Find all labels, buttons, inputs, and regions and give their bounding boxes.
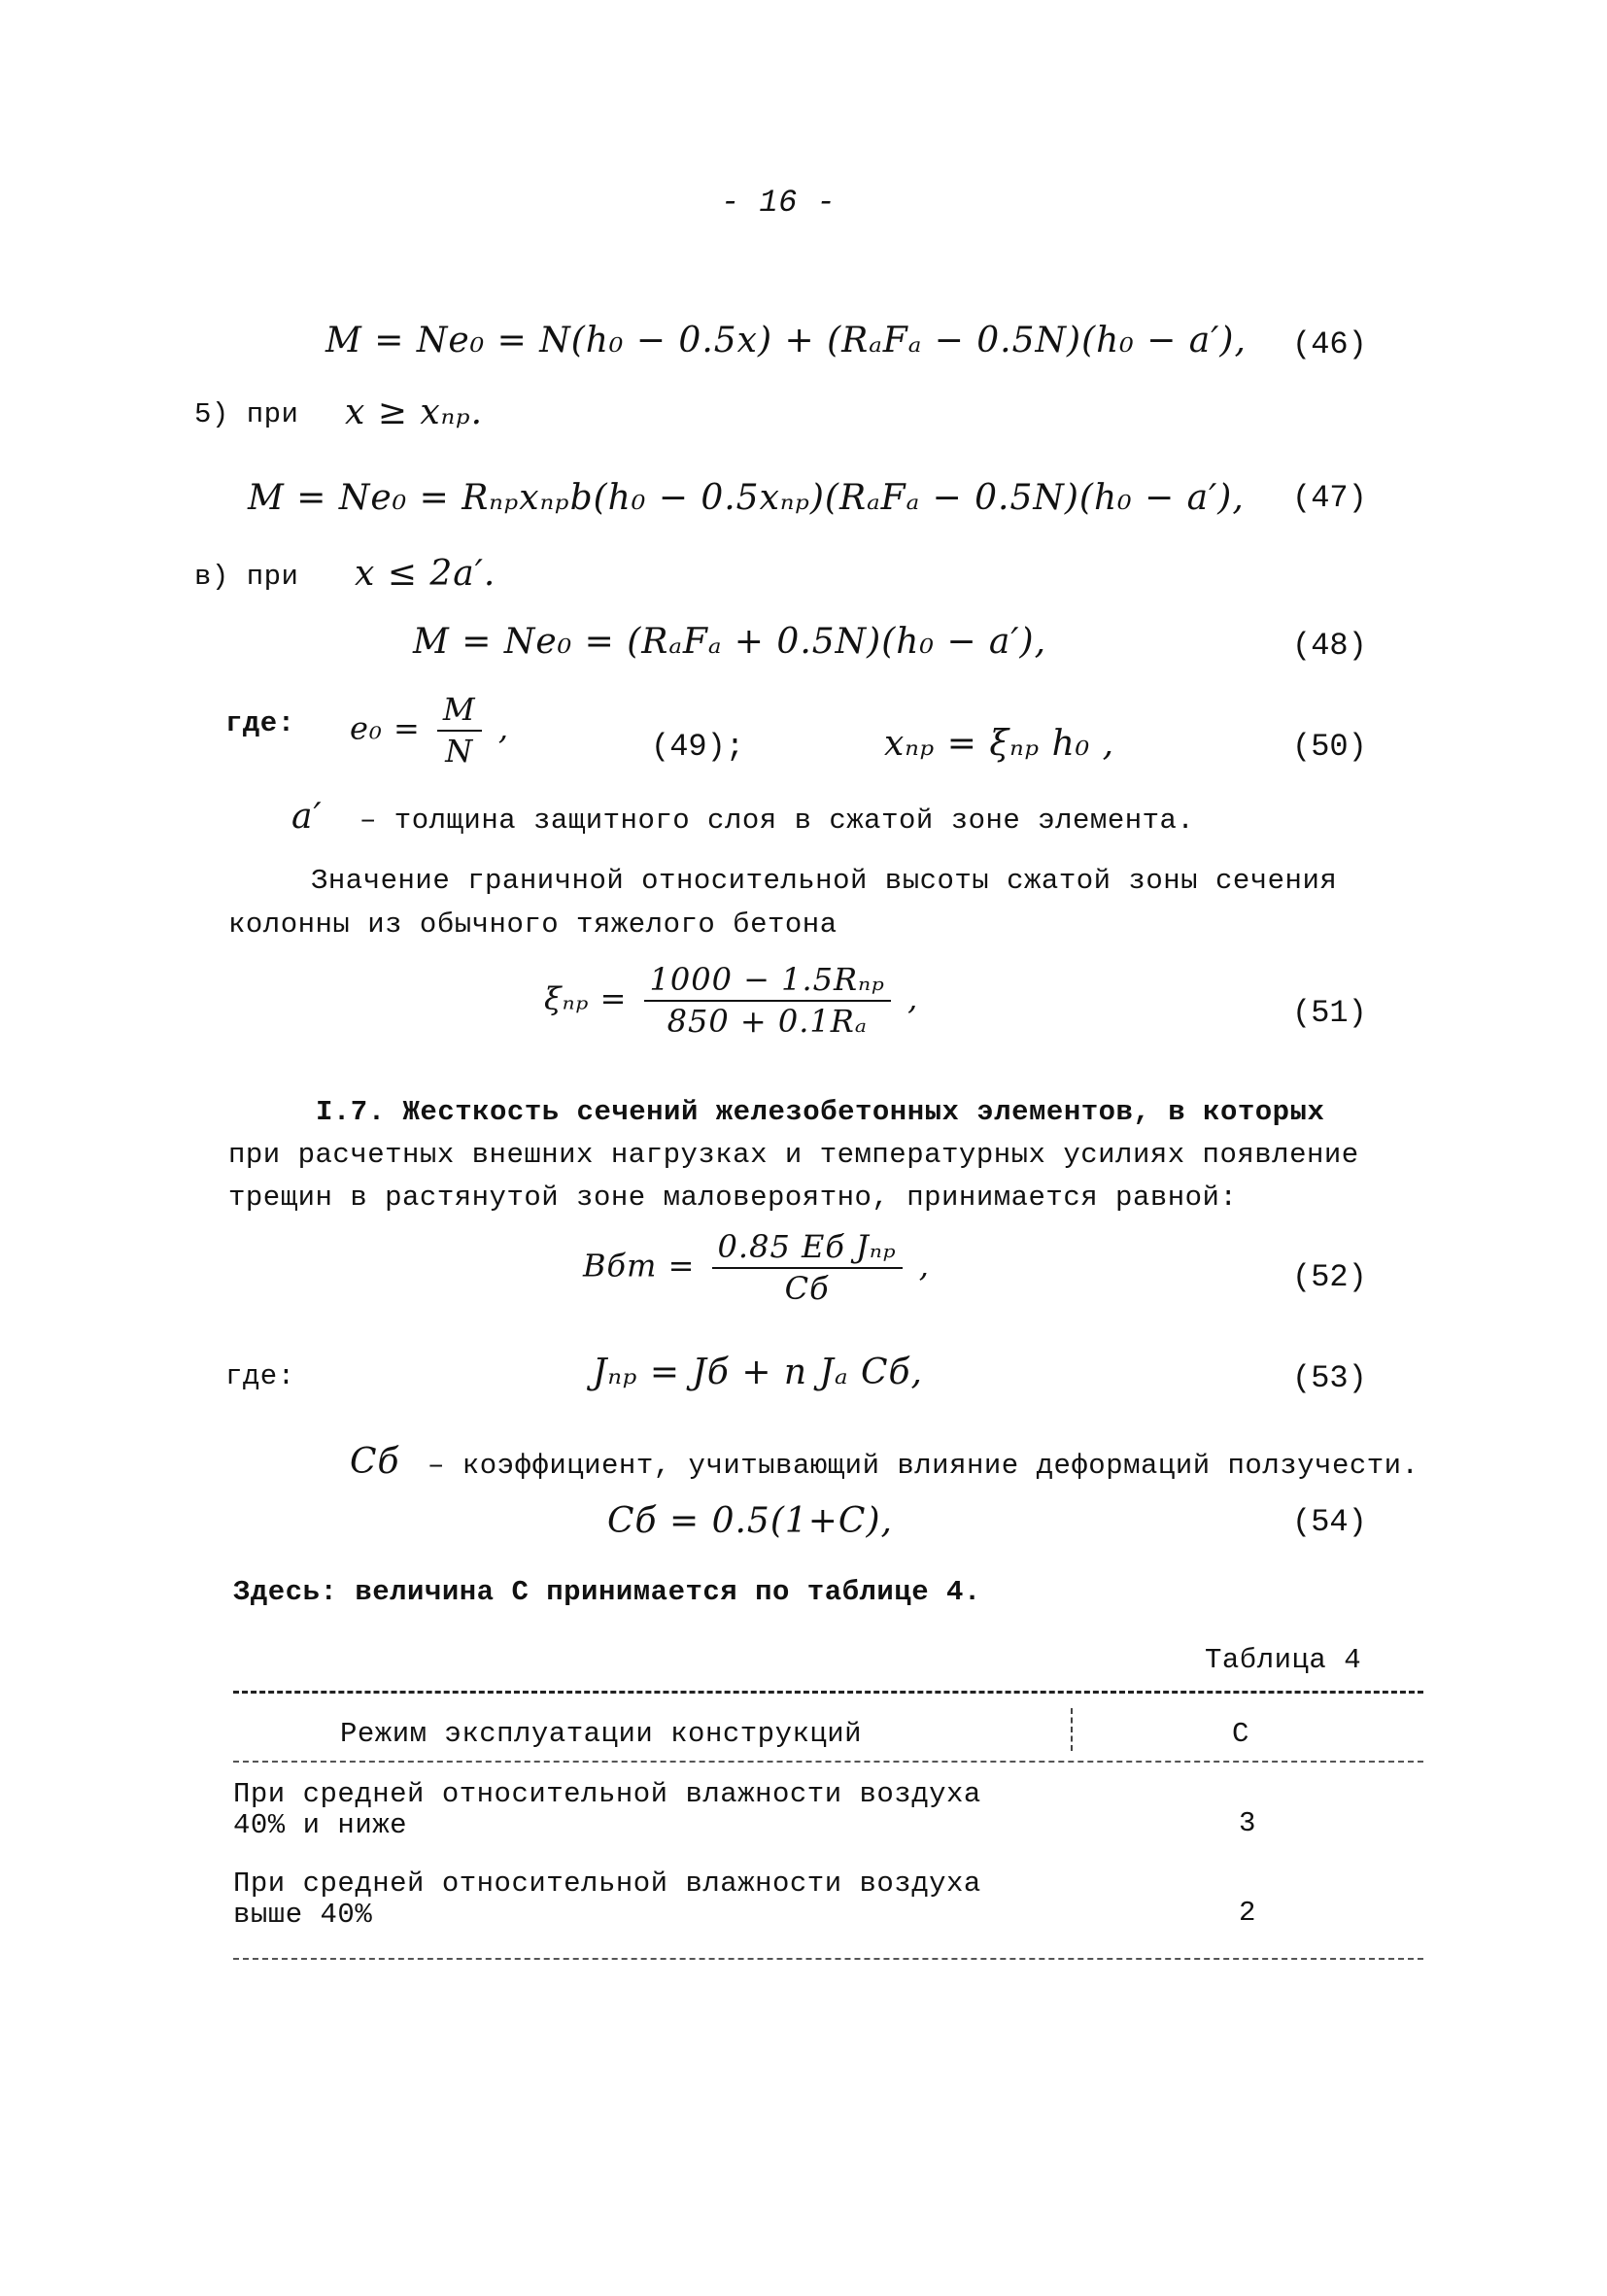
formula-52-lhs: Bбт = xyxy=(583,1247,696,1285)
para-xi-line-2: колонны из обычного тяжелого бетона xyxy=(228,908,838,941)
formula-52-denominator: Cб xyxy=(784,1269,830,1307)
table-row-1-value: 3 xyxy=(1239,1807,1256,1839)
table-row-1-line-1: При средней относительной влажности воздуха xyxy=(233,1778,981,1810)
table-row-1-line-2: 40% и ниже xyxy=(233,1809,408,1841)
formula-46-label: (46) xyxy=(1292,326,1367,362)
where-label: где: xyxy=(225,707,295,739)
formula-48-label: (48) xyxy=(1292,628,1367,664)
table-row-2-value: 2 xyxy=(1239,1897,1256,1929)
formula-50-label: (50) xyxy=(1292,729,1367,765)
formula-51-tail: , xyxy=(907,979,919,1017)
formula-52 xyxy=(583,1229,930,1307)
formula-51-label: (51) xyxy=(1292,995,1367,1031)
formula-47-label: (47) xyxy=(1292,480,1367,516)
para-17-line-2: при расчетных внешних нагрузках и температурных усилиях появление xyxy=(228,1139,1359,1171)
def-c-symbol: Cб xyxy=(350,1442,400,1482)
table-header-c: С xyxy=(1232,1718,1249,1750)
def-a-text: – толщина защитного слоя в сжатой зоне элемента. xyxy=(359,805,1195,837)
case-b-label: 5) при xyxy=(194,398,299,430)
formula-51-numerator: 1000 − 1.5Rₙₚ xyxy=(644,962,891,1002)
formula-49-numerator: M xyxy=(437,692,482,732)
formula-49-tail: , xyxy=(497,709,510,747)
table-row-2-line-1: При средней относительной влажности воздуха xyxy=(233,1868,981,1900)
where-label-2: где: xyxy=(225,1360,295,1392)
formula-49-label: (49); xyxy=(651,729,745,765)
table-top-rule xyxy=(233,1691,1423,1694)
table-row-2-line-2: выше 40% xyxy=(233,1899,373,1931)
table-bottom-rule xyxy=(233,1958,1423,1960)
formula-52-fraction xyxy=(712,1229,903,1307)
formula-51-fraction xyxy=(644,962,891,1040)
case-v-condition: x ≤ 2a′. xyxy=(355,554,496,594)
table-header-rule xyxy=(233,1761,1423,1763)
formula-48: M = Ne₀ = (RₐFₐ + 0.5N)(h₀ − a′), xyxy=(413,622,1047,662)
def-a-symbol: a′ xyxy=(291,797,323,837)
formula-51 xyxy=(544,962,918,1040)
para-17-line-3: трещин в растянутой зоне маловероятно, принимается равной: xyxy=(228,1182,1238,1214)
table-reference-note: Здесь: величина С принимается по таблице 4. xyxy=(233,1576,981,1608)
formula-50: xₙₚ = ξₙₚ h₀ , xyxy=(884,724,1115,764)
formula-52-numerator: 0.85 Eб Jₙₚ xyxy=(712,1229,903,1269)
formula-52-tail: , xyxy=(918,1247,930,1285)
case-b-condition: x ≥ xₙₚ. xyxy=(345,393,484,432)
table-header-mode: Режим эксплуатации конструкций xyxy=(340,1718,863,1750)
formula-51-denominator: 850 + 0.1Rₐ xyxy=(667,1002,868,1040)
formula-54: Cб = 0.5(1+C), xyxy=(607,1501,893,1541)
formula-49-fraction xyxy=(437,692,482,770)
table-column-divider xyxy=(1071,1708,1073,1751)
formula-49 xyxy=(350,692,509,770)
case-v-label: в) при xyxy=(194,561,299,593)
formula-53-label: (53) xyxy=(1292,1360,1367,1396)
para-17-line-1: I.7. Жесткость сечений железобетонных элементов, в которых xyxy=(316,1096,1325,1128)
formula-49-denominator: N xyxy=(445,732,474,770)
def-c-text: – коэффициент, учитывающий влияние деформаций ползучести. xyxy=(427,1450,1419,1482)
formula-47: M = Ne₀ = Rₙₚxₙₚb(h₀ − 0.5xₙₚ)(RₐFₐ − 0.5N)(h₀ − a′), xyxy=(248,478,1245,518)
para-xi-line-1: Значение граничной относительной высоты сжатой зоны сечения xyxy=(311,865,1338,897)
table-title: Таблица 4 xyxy=(1205,1644,1362,1676)
formula-51-lhs: ξₙₚ = xyxy=(544,979,628,1017)
page-number: - 16 - xyxy=(721,185,837,221)
formula-46: M = Ne₀ = N(h₀ − 0.5x) + (RₐFₐ − 0.5N)(h₀ − a′), xyxy=(325,321,1247,360)
formula-49-lhs: e₀ = xyxy=(350,709,421,747)
formula-52-label: (52) xyxy=(1292,1259,1367,1295)
formula-54-label: (54) xyxy=(1292,1504,1367,1540)
formula-53: Jₙₚ = Jб + n Jₐ Cб, xyxy=(593,1353,923,1392)
